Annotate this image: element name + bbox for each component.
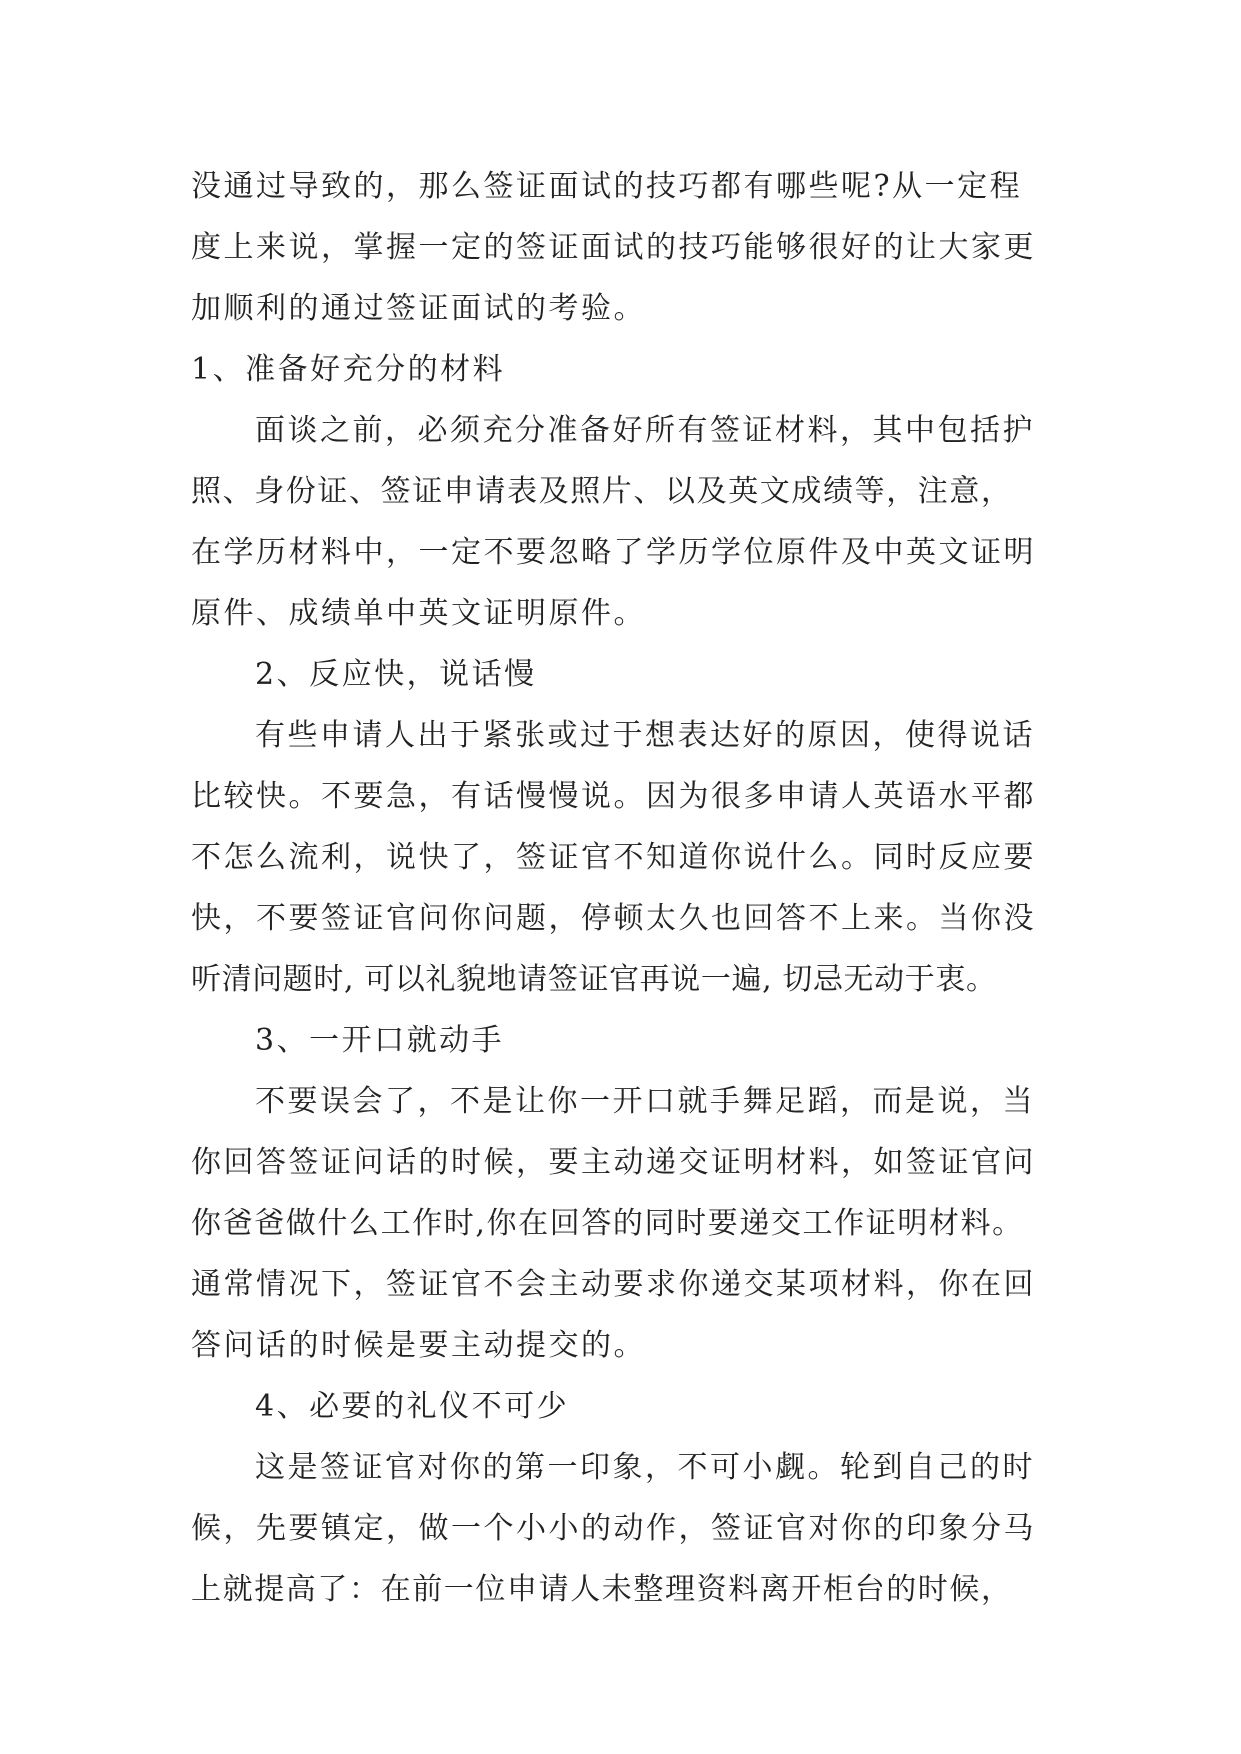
text-line: 在学历材料中，一定不要忽略了学历学位原件及中英文证明 xyxy=(191,535,1036,570)
text-line: 度上来说，掌握一定的签证面试的技巧能够很好的让大家更 xyxy=(191,230,1036,265)
section-heading-3: 3、一开口就动手 xyxy=(255,1023,505,1058)
text-line: 这是签证官对你的第一印象，不可小觑。轮到自己的时 xyxy=(255,1450,1035,1485)
section-heading-1: 1、准备好充分的材料 xyxy=(191,352,506,387)
text-line: 通常情况下，签证官不会主动要求你递交某项材料，你在回 xyxy=(191,1267,1036,1302)
section-heading-4: 4、必要的礼仪不可少 xyxy=(255,1389,570,1424)
document-body xyxy=(191,156,1051,1620)
text-line: 你爸爸做什么工作时,你在回答的同时要递交工作证明材料。 xyxy=(191,1206,1024,1241)
text-line: 听清问题时, 可以礼貌地请签证官再说一遍, 切忌无动于衷。 xyxy=(191,962,997,997)
text-line: 你回答签证问话的时候，要主动递交证明材料，如签证官问 xyxy=(191,1145,1036,1180)
text-line: 原件、成绩单中英文证明原件。 xyxy=(191,596,646,631)
text-line: 面谈之前，必须充分准备好所有签证材料，其中包括护 xyxy=(255,413,1035,448)
text-line: 照、身份证、签证申请表及照片、以及英文成绩等，注意， xyxy=(191,474,1013,509)
text-line: 比较快。不要急，有话慢慢说。因为很多申请人英语水平都 xyxy=(191,779,1036,814)
section-heading-2: 2、反应快，说话慢 xyxy=(255,657,537,692)
text-line: 有些申请人出于紧张或过于想表达好的原因，使得说话 xyxy=(255,718,1035,753)
text-line: 候，先要镇定，做一个小小的动作，签证官对你的印象分马 xyxy=(191,1511,1036,1546)
text-line: 快，不要签证官问你问题，停顿太久也回答不上来。当你没 xyxy=(191,901,1036,936)
text-line: 没通过导致的，那么签证面试的技巧都有哪些呢?从一定程 xyxy=(191,169,1023,204)
text-line: 答问话的时候是要主动提交的。 xyxy=(191,1328,646,1363)
text-line: 加顺利的通过签证面试的考验。 xyxy=(191,291,646,326)
text-line: 不要误会了，不是让你一开口就手舞足蹈，而是说，当 xyxy=(255,1084,1035,1119)
text-line: 上就提高了：在前一位申请人未整理资料离开柜台的时候， xyxy=(191,1572,1013,1607)
text-line: 不怎么流利，说快了，签证官不知道你说什么。同时反应要 xyxy=(191,840,1036,875)
